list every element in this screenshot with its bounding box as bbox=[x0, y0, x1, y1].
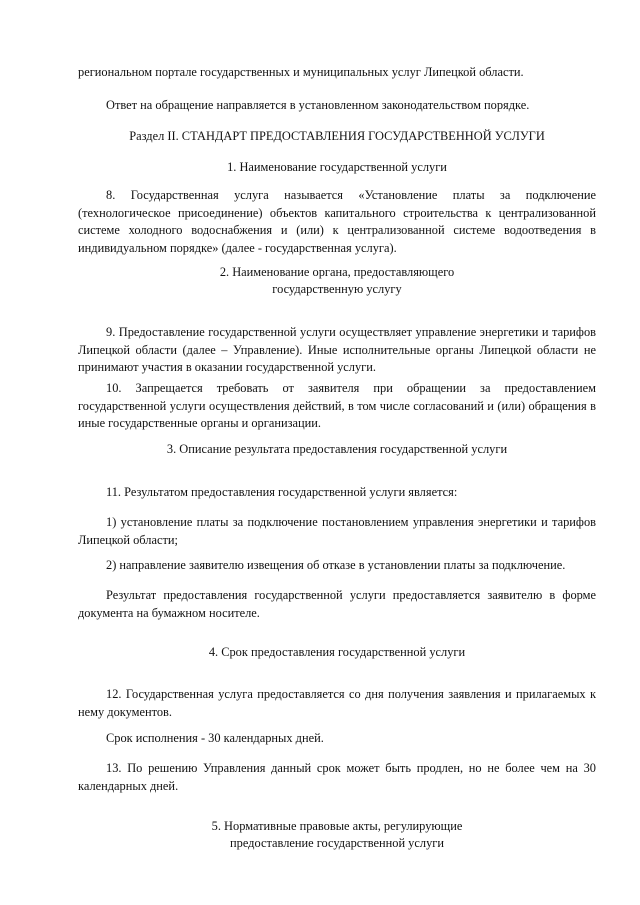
heading-2-line-2: государственную услугу bbox=[272, 282, 402, 296]
heading-3: 3. Описание результата предоставления государственной услуги bbox=[166, 442, 508, 456]
heading-5-line-1: 5. Нормативные правовые акты, регулирующие bbox=[211, 819, 463, 833]
section-title: Раздел II. СТАНДАРТ ПРЕДОСТАВЛЕНИЯ ГОСУДАРСТВЕННОЙ УСЛУГИ bbox=[129, 129, 545, 143]
paragraph-term: Срок исполнения - 30 календарных дней. bbox=[106, 731, 324, 745]
paragraph-10: 10. Запрещается требовать от заявителя при обращении за предоставлением государственной услуги осуществления действий, в том числе согласований и (или) обращения в иные государственные органы и организации. bbox=[78, 381, 596, 430]
paragraph-8: 8. Государственная услуга называется «Установление платы за подключение (технологическое присоединение) объектов капитального строительства к централизованной системе холодного водоснабжения и (или) к централизованной системе водоотведения в индивидуальном порядке» (далее - государственная услуга). bbox=[78, 188, 596, 255]
paragraph-result: Результат предоставления государственной услуги предоставляется заявителю в форме документа на бумажном носителе. bbox=[78, 588, 596, 620]
paragraph-13: 13. По решению Управления данный срок может быть продлен, но не более чем на 30 календарных дней. bbox=[78, 761, 596, 793]
paragraph-11: 11. Результатом предоставления государственной услуги является: bbox=[106, 485, 458, 499]
paragraph-11-item-2: 2) направление заявителю извещения об отказе в установлении платы за подключение. bbox=[106, 558, 566, 572]
paragraph-answer: Ответ на обращение направляется в установленном законодательством порядке. bbox=[106, 98, 530, 112]
paragraph-9: 9. Предоставление государственной услуги осуществляет управление энергетики и тарифов Липецкой области (далее – Управление). Иные исполнительные органы Липецкой области не принимают участия в оказании государственной услуги. bbox=[78, 325, 596, 374]
heading-1: 1. Наименование государственной услуги bbox=[227, 160, 447, 174]
paragraph-12: 12. Государственная услуга предоставляется со дня получения заявления и прилагаемых к нему документов. bbox=[78, 687, 596, 719]
heading-2-line-1: 2. Наименование органа, предоставляющего bbox=[219, 265, 455, 279]
paragraph-11-item-1: 1) установление платы за подключение постановлением управления энергетики и тарифов Липецкой области; bbox=[78, 515, 596, 547]
paragraph-continuation: региональном портале государственных и муниципальных услуг Липецкой области. bbox=[78, 65, 524, 79]
heading-4: 4. Срок предоставления государственной услуги bbox=[208, 645, 466, 659]
heading-5-line-2: предоставление государственной услуги bbox=[230, 836, 444, 850]
